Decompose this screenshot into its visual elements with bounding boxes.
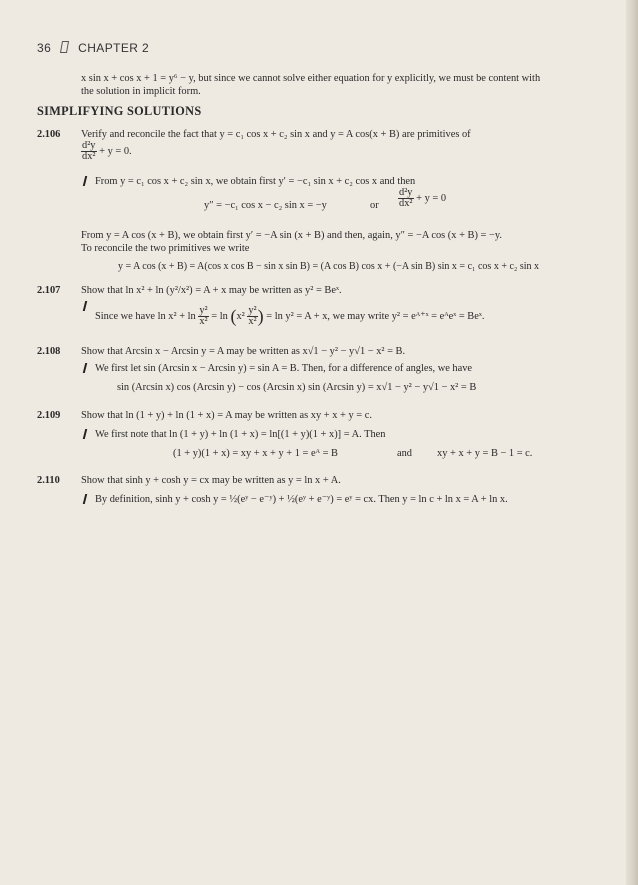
fraction: $\frac{\text{d²y}}{\text{dx²}}$ — [82, 140, 96, 162]
fraction: $\frac{\text{y²}}{\text{x²}}$ — [248, 305, 257, 327]
solution-line: Since we have ln x² + ln $\frac{\text{y²}}{\text{x²}}$ = ln (x² $\frac{\text{y²}}{\text{x²}}$ ) = ln y² = A + x, we may write y² = eᴬ⁺ˣ = eᴬeˣ = Beˣ. — [95, 305, 485, 327]
intro-line-2: the solution in implicit form. — [81, 86, 201, 97]
problem-number: 2.109 — [37, 410, 61, 421]
fraction: $\frac{\text{d²y}}{\text{dx²}}$ — [399, 187, 413, 209]
solution-line-5: y = A cos (x + B) = A(cos x cos B − sin x sin B) = (A cos B) cos x + (−A sin B) sin x = c₁ cos x + c₂ sin x — [118, 261, 540, 272]
problem-statement: Verify and reconcile the fact that y = c₁ cos x + c₂ sin x and y = A cos(x + B) are primitives of — [81, 129, 471, 140]
problem-number: 2.107 — [37, 285, 61, 296]
page-spine-shadow — [626, 0, 638, 885]
solution-line-1: From y = c₁ cos x + c₂ sin x, we obtain first y′ = −c₁ sin x + c₂ cos x and then — [95, 176, 416, 187]
solution-marker-icon — [83, 176, 87, 186]
solution-line-3: From y = A cos (x + B), we obtain first y′ = −A sin (x + B) and then, again, y″ = −A cos (x + B) = −y. — [81, 230, 502, 241]
problem-statement: Show that ln x² + ln (y²/x²) = A + x may be written as y² = Beˣ. — [81, 285, 342, 296]
solution-line-1: We first let sin (Arcsin x − Arcsin y) = sin A = B. Then, for a difference of angles, we have — [95, 363, 473, 374]
page-number: 36 — [37, 41, 52, 55]
problem-statement: Show that ln (1 + y) + ln (1 + x) = A may be written as xy + x + y = c. — [81, 410, 372, 421]
solution-marker-icon — [83, 429, 87, 439]
solution-line-2a: (1 + y)(1 + x) = xy + x + y + 1 = eᴬ = B — [173, 448, 338, 459]
problem-number: 2.106 — [37, 129, 61, 140]
solution-marker-icon — [83, 301, 87, 311]
section-title: SIMPLIFYING SOLUTIONS — [37, 104, 202, 118]
solution-line-4: To reconcile the two primitives we write — [81, 243, 250, 254]
solution-line-2: y″ = −c₁ cos x − c₂ sin x = −y — [204, 200, 327, 211]
problem-statement: Show that sinh y + cosh y = cx may be written as y = ln x + A. — [81, 475, 341, 486]
solution-line-1: By definition, sinh y + cosh y = ½(eʸ − e⁻ʸ) + ½(eʸ + e⁻ʸ) = eʸ = cx. Then y = ln c + ln x = A + ln x. — [95, 494, 508, 505]
header-ornament-icon — [60, 41, 69, 53]
solution-line-1: We first note that ln (1 + y) + ln (1 + x) = ln[(1 + y)(1 + x)] = A. Then — [95, 429, 386, 440]
intro-line-1: x sin x + cos x + 1 = y⁶ − y, but since we cannot solve either equation for y explicitly, we must be content with — [81, 73, 541, 84]
running-header — [37, 41, 149, 55]
solution-line-2b: xy + x + y = B − 1 = c. — [437, 448, 533, 459]
problem-number: 2.110 — [37, 475, 60, 486]
solution-marker-icon — [83, 363, 87, 373]
solution-and: and — [397, 448, 413, 459]
statement-equation: $\frac{\text{d²y}}{\text{dx²}}$ + y = 0. — [82, 140, 132, 162]
solution-or: or — [370, 200, 379, 211]
solution-line-2: sin (Arcsin x) cos (Arcsin y) − cos (Arcsin x) sin (Arcsin y) = x√1 − y² − y√1 − x² = B — [117, 382, 477, 393]
problem-statement: Show that Arcsin x − Arcsin y = A may be written as x√1 − y² − y√1 − x² = B. — [81, 346, 406, 357]
fraction: $\frac{\text{y²}}{\text{x²}}$ — [199, 305, 208, 327]
problem-number: 2.108 — [37, 346, 61, 357]
chapter-label: CHAPTER 2 — [78, 41, 150, 55]
solution-marker-icon — [83, 494, 87, 504]
solution-line-2-equation: $\frac{\text{d²y}}{\text{dx²}}$ + y = 0 — [399, 187, 447, 209]
